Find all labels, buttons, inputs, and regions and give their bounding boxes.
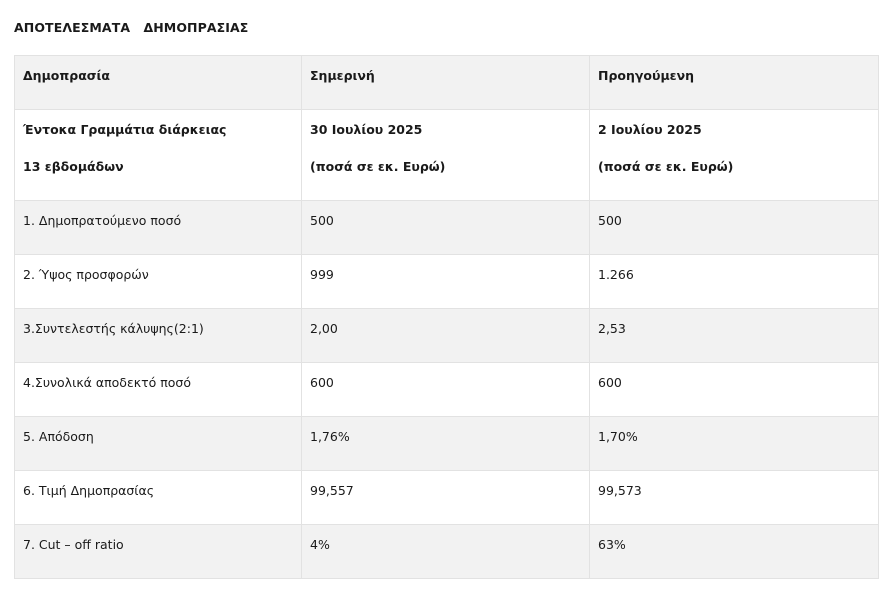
previous-units: (ποσά σε εκ. Ευρώ) [598, 159, 734, 174]
row-label: 1. Δημοπρατούμενο ποσό [15, 201, 302, 255]
row-label: 2. Ύψος προσφορών [15, 255, 302, 309]
row-current: 1,76% [302, 417, 590, 471]
row-current: 99,557 [302, 471, 590, 525]
row-previous: 500 [590, 201, 879, 255]
current-units: (ποσά σε εκ. Ευρώ) [310, 159, 446, 174]
row-label: 3.Συντελεστής κάλυψης(2:1) [15, 309, 302, 363]
row-previous: 2,53 [590, 309, 879, 363]
row-current: 999 [302, 255, 590, 309]
row-previous: 63% [590, 525, 879, 579]
page-title: ΑΠΟΤΕΛΕΣΜΑΤΑ ΔΗΜΟΠΡΑΣΙΑΣ [14, 20, 249, 35]
table-row [15, 201, 879, 255]
table-header-row [15, 56, 879, 110]
table-row [15, 255, 879, 309]
header-current: Σημερινή [302, 56, 590, 110]
header-previous: Προηγούμενη [590, 56, 879, 110]
row-label: 7. Cut – off ratio [15, 525, 302, 579]
row-label: 4.Συνολικά αποδεκτό ποσό [15, 363, 302, 417]
row-previous: 1,70% [590, 417, 879, 471]
table-row [15, 309, 879, 363]
table-row [15, 417, 879, 471]
row-previous: 99,573 [590, 471, 879, 525]
instrument-duration: 13 εβδομάδων [23, 159, 124, 174]
table-row [15, 363, 879, 417]
instrument-name: Έντοκα Γραμμάτια διάρκειας [23, 122, 227, 137]
previous-date: 2 Ιουλίου 2025 [598, 122, 702, 137]
header-auction: Δημοπρασία [15, 56, 302, 110]
row-previous: 1.266 [590, 255, 879, 309]
table-row [15, 471, 879, 525]
row-label: 6. Τιμή Δημοπρασίας [15, 471, 302, 525]
auction-results-table [14, 55, 879, 579]
row-label: 5. Απόδοση [15, 417, 302, 471]
row-current: 600 [302, 363, 590, 417]
row-previous: 600 [590, 363, 879, 417]
row-current: 500 [302, 201, 590, 255]
table-row [15, 525, 879, 579]
subheader-previous-date [590, 110, 879, 201]
subheader-current-date [302, 110, 590, 201]
row-current: 2,00 [302, 309, 590, 363]
subheader-instrument [15, 110, 302, 201]
row-current: 4% [302, 525, 590, 579]
table-subheader-row [15, 110, 879, 201]
current-date: 30 Ιουλίου 2025 [310, 122, 423, 137]
